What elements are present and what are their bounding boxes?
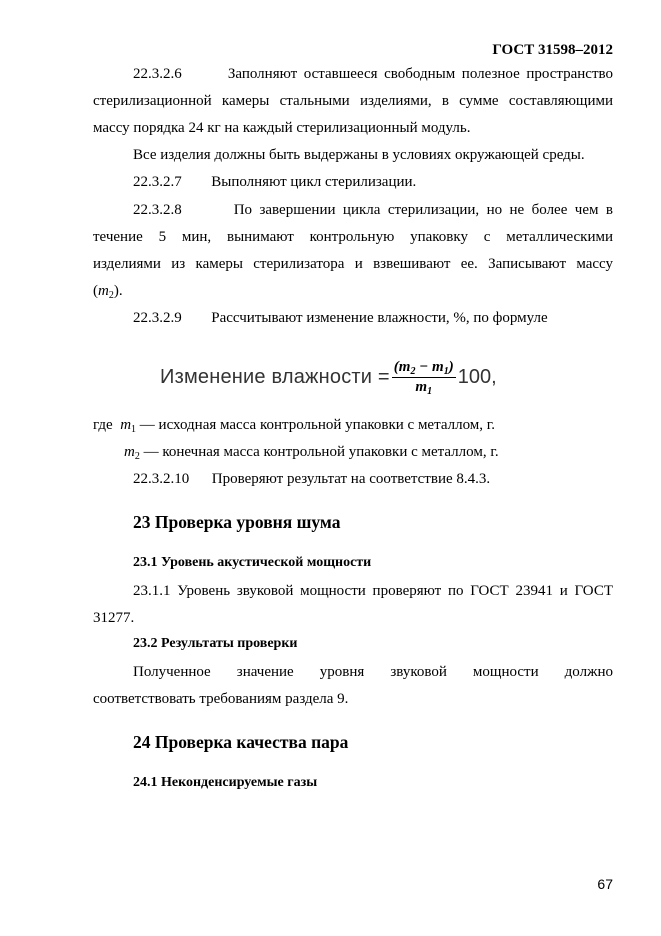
num-var-m2: m [398,358,411,375]
paragraph-22-3-2-7 [133,173,416,191]
where-m1-line [93,416,495,434]
paragraph-22-3-2-8-line2: течение 5 мин, вынимают контрольную упаковку с металлическими [93,229,613,245]
subscript-2: 2 [134,451,140,462]
page-number: 67 [597,876,613,892]
clause-number: 22.3.2.10 [133,471,190,487]
formula-denominator [415,379,432,396]
paren-open: ( [93,283,98,299]
num-minus: − [415,358,433,375]
clause-number: 22.3.2.9 [133,310,182,326]
where-m2-line [124,443,499,461]
clause-text: По завершении цикла стерилизации, но не более чем в [233,202,613,218]
where-prefix: где [93,417,113,433]
paragraph-22-3-2-6-line1 [133,65,613,83]
num-sub-1: 1 [443,365,449,377]
subsection-24-1-title: 24.1 Неконденсируемые газы [133,775,318,790]
formula-label: Изменение влажности = [160,365,390,388]
humidity-change-formula [160,347,497,407]
m1-definition: — исходная масса контрольной упаковки с металлом, г. [136,417,496,433]
section-23-title: 23 Проверка уровня шума [133,512,341,532]
paragraph-22-3-2-9 [133,309,548,327]
m2-definition: — конечная масса контрольной упаковки с металлом, г. [139,444,499,460]
paragraph-items-conditioned: Все изделия должны быть выдержаны в условиях окружающей среды. [133,147,585,163]
clause-text: Рассчитывают изменение влажности, %, по формуле [211,310,548,326]
num-paren-close: ) [448,358,454,375]
den-var-m: m [415,378,428,395]
paragraph-22-3-2-6-line2: стерилизационной камеры стальными изделиями, в сумме составляющими [93,93,613,109]
section-24-title: 24 Проверка качества пара [133,732,349,752]
paragraph-22-3-2-6-line3: массу порядка 24 кг на каждый стерилизационный модуль. [93,120,471,136]
subscript: 2 [108,290,114,301]
clause-text: Выполняют цикл стерилизации. [211,174,417,190]
clause-number: 22.3.2.7 [133,174,182,190]
variable-m: m [98,283,109,299]
paragraph-22-3-2-8-line3: изделиями из камеры стерилизатора и взвешивают ее. Записывают массу [93,256,613,272]
subscript-1: 1 [131,424,137,435]
variable-m2: m [124,444,135,460]
num-sub-2: 2 [410,365,416,377]
paragraph-22-3-2-8-line1 [133,201,613,219]
paragraph-23-2-line2: соответствовать требованиям раздела 9. [93,691,349,707]
formula-numerator [392,359,456,376]
paren-close: ). [113,283,123,299]
num-paren-open: ( [393,358,399,375]
subsection-23-2-title: 23.2 Результаты проверки [133,636,298,651]
paragraph-23-2-line1: Полученное значение уровня звуковой мощности должно [133,664,613,680]
num-var-m1: m [432,358,444,375]
formula-fraction [392,359,456,396]
paragraph-23-1-1-line1: 23.1.1 Уровень звуковой мощности проверяют по ГОСТ 23941 и ГОСТ [133,583,613,599]
clause-number: 22.3.2.6 [133,66,182,82]
paragraph-22-3-2-8-line4 [93,282,123,300]
formula-multiplier: 100, [457,365,497,388]
subsection-23-1-title: 23.1 Уровень акустической мощности [133,555,372,570]
paragraph-23-1-1-line2: 31277. [93,610,135,626]
den-sub: 1 [427,385,433,397]
document-header: ГОСТ 31598–2012 [492,42,613,58]
variable-m1: m [120,417,132,433]
clause-text: Проверяют результат на соответствие 8.4.3. [211,471,491,487]
paragraph-22-3-2-10 [133,470,490,488]
fraction-bar [392,377,456,378]
clause-text: Заполняют оставшееся свободным полезное пространство [227,66,614,82]
clause-number: 22.3.2.8 [133,202,182,218]
